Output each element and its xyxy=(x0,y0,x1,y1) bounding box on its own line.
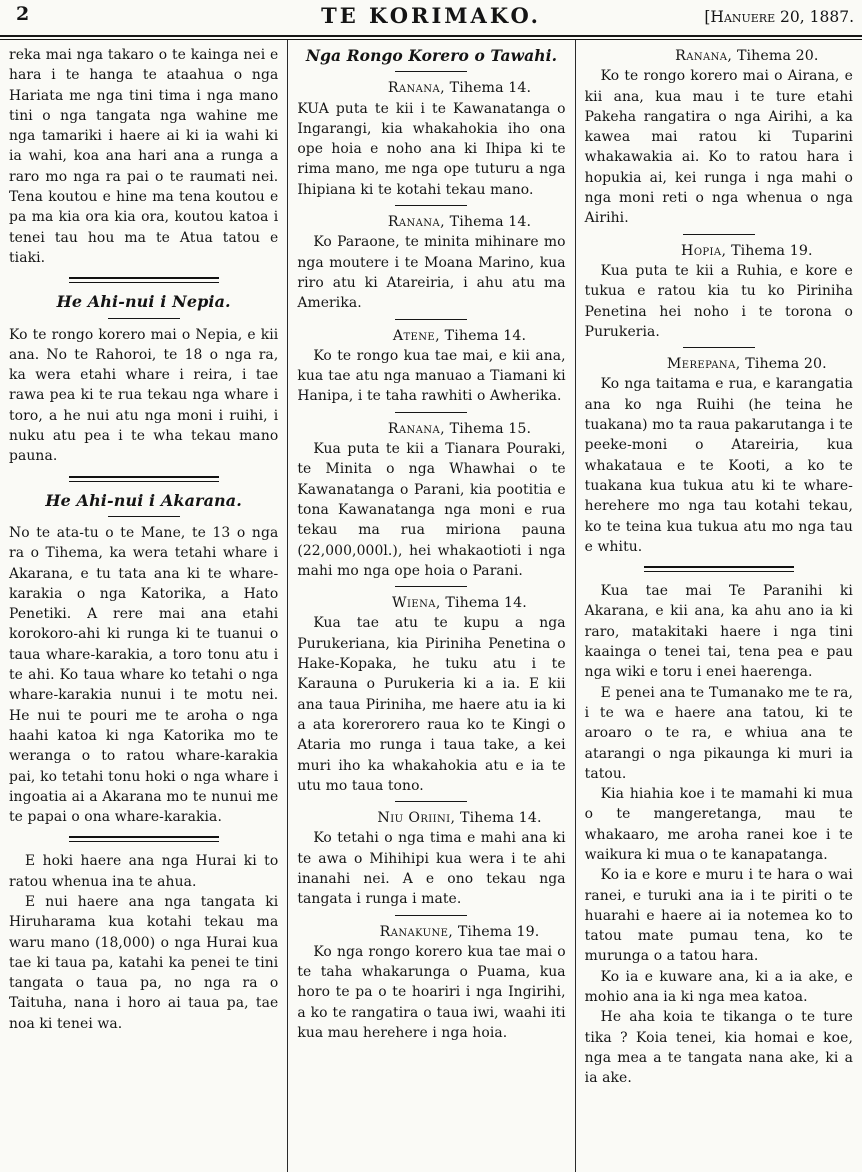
dateline-place: Ranana, xyxy=(387,214,445,231)
news-paragraph: Ko ia e kuware ana, ki a ia ake, e mohio ana ia ki nga mea katoa. xyxy=(584,968,853,1006)
news-body: Ko te rongo korero mai o Airana, e kii ana, kua mau i te ture etahi Pakeha rangatira o nga Airihi, a ka kawea mai ratou ki Tuparini whakawakia ai. Ko to ratou hara i hopukia ai, kei runga i nga mahi o nga moni reti o nga whenua o nga Airihi. xyxy=(584,68,853,227)
dateline-date: Tihema 20. xyxy=(736,48,819,64)
dateline-date: Tihema 15. xyxy=(449,420,532,437)
dateline-place: Hopia, xyxy=(681,242,727,259)
item-rule xyxy=(683,234,755,235)
section-heading: He Ahi-nui i Akarana. xyxy=(45,490,242,510)
dateline-place: Ranana, xyxy=(675,48,733,64)
news-body: Kua puta te kii a Ruhia, e kore e tukua e ratou kia tu ko Piriniha Penetina hei noho i te torona o Purukeria. xyxy=(584,262,853,340)
masthead-title: TE KORIMAKO. xyxy=(321,3,541,28)
dateline xyxy=(297,922,565,942)
heading-rule xyxy=(108,318,180,319)
news-body: KUA puta te kii i te Kawanatanga o Ingarangi, kia whakahokia iho ona ope hoia e noho ana ki Ihipa ki te rima mano, me nga ope tuturu a nga Ihipiana ki te kotahi tekau mano. xyxy=(297,100,566,198)
news-body: Kua tae atu te kupu a nga Purukeriana, kia Piriniha Penetina o Hake-Kopaka, he tuku atu i te Karauna o Purukeria ki a ia. E kii ana taua Piriniha, me haere atu ia ki a ata korerorero raua ko te Kingi o Ataria mo runga i taua take, a kei muri iho ka whakahokia atu e ia te utu mo taua tono. xyxy=(297,615,566,794)
item-rule xyxy=(395,586,467,587)
dateline-place: Ranana, xyxy=(387,420,445,437)
news-paragraph: E nui haere ana nga tangata ki Hiruharama kua kotahi tekau ma waru mano (18,000) o nga Hurai kua tae ki taua pa, katahi ka penei te tini tangata o taua pa, no nga ra o Taituha, nana i horo ai taua pa, tae noa ki tenei wa. xyxy=(9,893,279,1032)
dateline xyxy=(297,419,565,439)
dateline xyxy=(297,212,565,232)
dateline-date: Tihema 14. xyxy=(449,214,532,231)
section-body: Ko te rongo korero mai o Nepia, e kii ana. No te Rahoroi, te 18 o nga ra, ka wera etahi whare i reira, i tae rawa pea ki te rua tekau nga whare i toro, a he nui atu nga moni i ruihi, i nuku atu pea i te wha tekau mano pauna. xyxy=(9,326,279,465)
heading-rule xyxy=(108,516,180,517)
news-paragraph: Kia hiahia koe i te mamahi ki mua o te mangeretanga, mau te whakaaro, me aroha ranei koe i te waikura ki mua o te kanapatanga. xyxy=(584,786,853,863)
section-body: No te ata-tu o te Mane, te 13 o nga ra o Tihema, ka wera tetahi whare i Akarana, e tu tata ana ki te whare-karakia o nga Katorika, a Hato Penetiki. A rere mai ana etahi korokoro-ahi ki runga ki te tuanui o taua whare-karakia, a toro tonu atu i te ahi. Ko taua whare ko tetahi o nga whare-karakia nunui i te motu nei. He nui te pouri me te aroha o nga haahi katoa ki nga Katorika mo te weranga o to ratou whare-karakia pai, ko tetahi tonu hoki o nga whare i ingoatia ai a Akarana mo te nunui me te papai o ona whare-karakia. xyxy=(9,524,279,826)
dateline xyxy=(297,808,565,828)
continuation-paragraph: reka mai nga takaro o te kainga nei e hara i te hanga te ataahua o nga Hariata me nga tini tima i nga mano tini o nga tangata nga wahine me nga tamariki i haere ai ki ia wahi ki ia wahi, koa ana hari ana a runga a raro mo nga ra pai o te raumati nei. Tena koutou e hine ma tena koutou e pa ma kia ora kia ora, koutou katoa i tenei tau hou ma te Atua tatou e tiaki. xyxy=(9,47,279,266)
item-rule xyxy=(395,915,467,916)
dateline xyxy=(297,326,565,346)
news-paragraph: Ko ia e kore e muru i te hara o wai ranei, e turuki ana ia i te piriti o te huarahi e haere ai ia notemea ko to tatou mate pumau tena, ko te murunga o a tatou hara. xyxy=(584,867,853,965)
column-1 xyxy=(0,40,287,1172)
dateline-place: Wiena, xyxy=(392,595,441,612)
news-paragraph: Kua tae mai Te Paranihi ki Akarana, e kii ana, ka ahu ano ia ki raro, matakitaki haere i nga tini kaainga o tenei tai, tena pea e pau nga wiki e toru i enei haerenga. xyxy=(584,583,853,681)
item-rule xyxy=(395,801,467,802)
news-paragraph: E penei ana te Tumanako me te ra, i te wa e haere ana tatou, ki te aroaro o te ra, e whiua ana te atarangi o nga pikaunga ki muri ia tatou. xyxy=(584,684,853,782)
dateline-date: Tihema 19. xyxy=(457,923,540,940)
page-header xyxy=(0,0,862,33)
section-divider xyxy=(69,836,219,842)
column-2 xyxy=(287,40,574,1172)
news-item xyxy=(297,326,565,407)
news-body: Ko Paraone, te minita mihinare mo nga moutere i te Moana Marino, kua riro atu ki Atareiria, i ahu atu ma Amerika. xyxy=(297,234,566,312)
news-paragraph: E hoki haere ana nga Hurai ki to ratou whenua ina te ahua. xyxy=(9,853,279,890)
dateline xyxy=(585,354,853,374)
dateline-date: Tihema 14. xyxy=(460,810,542,827)
news-body: Ko te rongo kua tae mai, e kii ana, kua tae atu nga manuao a Tiamani ki Hanipa, i te taha rawhiti o Awherika. xyxy=(297,347,566,405)
news-item xyxy=(297,808,565,909)
item-rule xyxy=(395,319,467,320)
news-body: Ko tetahi o nga tima e mahi ana ki te awa o Mihihipi kua wera i te ahi inanahi nei. A e ono tekau nga tangata i runga i mate. xyxy=(297,830,566,908)
news-paragraph: He aha koia te tikanga o te ture tika ? Koia tenei, kia homai e koe, nga mea a te tangata nana ake, ki a ia ake. xyxy=(584,1009,853,1087)
news-item xyxy=(585,46,853,229)
dateline-place: Atene, xyxy=(392,327,440,344)
news-item xyxy=(297,78,565,200)
page-number: 2 xyxy=(16,3,30,25)
item-rule xyxy=(683,347,755,348)
dateline xyxy=(297,593,565,613)
dateline-date: Tihema 19. xyxy=(731,242,813,259)
dateline-place: Ranana, xyxy=(387,80,445,97)
dateline-place: Ranakune, xyxy=(379,923,454,940)
news-item xyxy=(297,419,565,581)
item-rule xyxy=(395,412,467,413)
news-body: Kua puta te kii a Tianara Pouraki, te Minita o nga Whawhai o te Kawanatanga o Parani, kia pootitia e tona Kawanatanga nga moni e rua tekau ma rua miriona pauna (22,000,000l.), hei whakaotioti i nga mahi mo nga ope hoia o Parani. xyxy=(297,441,566,579)
dateline-place: Niu Oriini, xyxy=(377,810,456,827)
dateline-place: Merepana, xyxy=(666,356,741,373)
issue-date: [Hanuere 20, 1887. xyxy=(704,8,854,26)
news-item xyxy=(297,593,565,796)
section-divider xyxy=(69,277,219,283)
section-divider xyxy=(644,566,794,572)
dateline-date: Tihema 14. xyxy=(444,327,527,344)
dateline xyxy=(585,241,853,261)
news-item xyxy=(297,212,565,313)
dateline-date: Tihema 20. xyxy=(745,356,827,373)
page-columns xyxy=(0,40,862,1172)
news-item xyxy=(585,241,853,342)
dateline xyxy=(585,46,853,66)
news-item xyxy=(297,922,565,1044)
section-heading: He Ahi-nui i Nepia. xyxy=(56,292,231,312)
column-heading: Nga Rongo Korero o Tawahi. xyxy=(305,46,558,65)
dateline-date: Tihema 14. xyxy=(449,80,532,97)
section-divider xyxy=(69,476,219,482)
news-item xyxy=(585,354,853,557)
heading-rule xyxy=(395,71,467,72)
dateline-date: Tihema 14. xyxy=(445,595,527,612)
column-3 xyxy=(575,40,862,1172)
news-body: Ko nga rongo korero kua tae mai o te taha whakarunga o Puama, kua horo te pa o te hoariri i nga Ingirihi, a ko te rangatira o taua iwi, waahi iti kua mau herehere i nga hoia. xyxy=(297,943,566,1042)
dateline xyxy=(297,78,565,98)
item-rule xyxy=(395,205,467,206)
news-body: Ko nga taitama e rua, e karangatia ana ko nga Ruihi (he teina he tuakana) mo ta raua pakarutanga i te peeke-moni o Atareiria, kua whakataua e te Kooti, a ko te tuakana kua tukua atu ki te whare-herehere mo nga tau kotahi tekau, ko te teina kua tukua atu mo nga tau e whitu. xyxy=(584,376,853,555)
